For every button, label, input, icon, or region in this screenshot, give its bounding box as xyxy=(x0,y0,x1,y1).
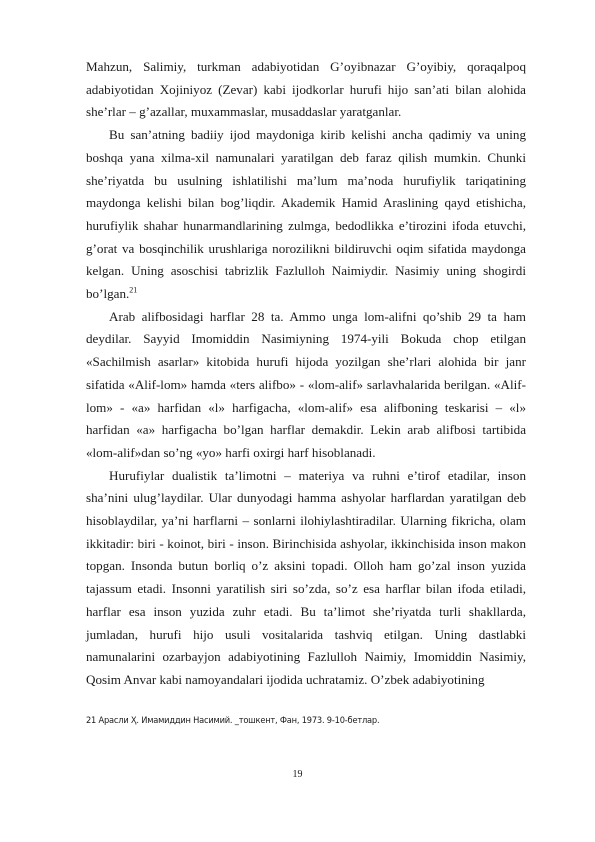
paragraph-2-text: Bu san’atning badiiy ijod maydoniga kirib kelishi ancha qadimiy va uning boshqa yana xilma-xil namunalari yaratilgan deb faraz qilish mumkin. Chunki she’riyatda bu usulning ishlatilishi ma’lum ma’noda hurufiylik tariqatining maydonga kelishi bilan bog’liqdir. Akademik Hamid Araslining qayd etishicha, hurufiylik shahar hunarmandlarining zulmga, bedodlikka e’tirozini ifoda etuvchi, g’orat va bosqinchilik urushlariga norozilikni bildiruvchi oqim sifatida maydonga kelgan. Uning asoschisi tabrizlik Fazlulloh Naimiydir. Nasimiy uning shogirdi bo’lgan. xyxy=(86,127,526,302)
paragraph-4: Hurufiylar dualistik ta’limotni – materiya va ruhni e’tirof etadilar, inson sha’nini ulug’laydilar. Ular dunyodagi hamma ashyolar harflardan yaratilgan deb hisoblaydilar, ya’ni harflarni – sonlarni ilohiylashtiradilar. Ularning fikricha, olam ikkitadir: biri - koinot, biri - inson. Birinchisida ashyolar, ikkinchisida inson makon topgan. Insonda butun borliq o’z aksini topadi. Olloh ham go’zal inson yuzida tajassum etadi. Insonni yaratilish siri so’zda, so’z esa harflar bilan ifoda etiladi, harflar esa inson yuzida zuhr etadi. Bu ta’limot she’riyatda turli shakllarda, jumladan, hurufi hijo usuli vositalarida tashviq etilgan. Uning dastlabki namunalarini ozarbayjon adabiyotining Fazlulloh Naimiy, Imomiddin Nasimiy, Qosim Anvar kabi namoyandalari ijodida uchratamiz. O’zbek adabiyotining xyxy=(86,467,526,687)
footnote: 21 Арасли Ҳ. Имамиддин Насимий. _тошкент, Фан, 1973. 9-10-бетлар. xyxy=(86,715,380,726)
paragraph-1: Mahzun, Salimiy, turkman adabiyotidan G’oyibnazar G’oyibiy, qoraqalpoq adabiyotidan Xojiniyoz (Zevar) kabi ijodkorlar hurufi hijo san’ati bilan alohida she’rlar – g’azallar, muxammaslar, musaddaslar yaratganlar. xyxy=(86,59,526,120)
page-body xyxy=(86,56,526,692)
footnote-reference[interactable]: 21 xyxy=(129,285,138,295)
paragraph-3: Arab alifbosidagi harflar 28 ta. Ammo unga lom-alifni qo’shib 29 ta ham deydilar. Sayyid Imomiddin Nasimiyning 1974-yili Bokuda chop etilgan «Sachilmish asarlar» kitobida hurufi hijoda yozilgan she’rlari alohida bir janr sifatida «Alif-lom» hamda «ters alifbo» - «lom-alif» sarlavhalarida berilgan. «Alif-lom» - «a» harfidan «l» harfigacha, «lom-alif» esa alifboning teskarisi – «l» harfidan «a» harfigacha bo’lgan harflar demakdir. Lekin arab alifbosi tartibida «lom-alif»dan so’ng «yo» harfi oxirgi harf hisoblanadi. xyxy=(86,308,526,460)
paragraph-2 xyxy=(86,124,526,306)
page-number: 19 xyxy=(292,769,303,780)
